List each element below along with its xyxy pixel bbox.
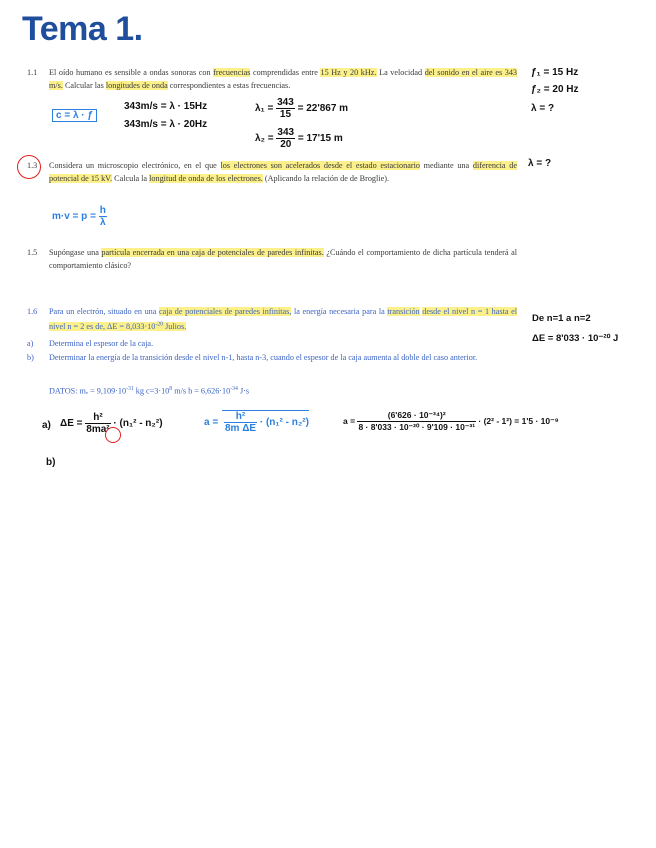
exercise-text: Supóngase una partícula encerrada en una caja de potenciales de paredes infinitas. ¿Cuándo el comportamiento de dicha partícula tenderá al comportamiento clásico? [49, 248, 517, 270]
exercise-text: El oído humano es sensible a ondas sonoras con frecuencias comprendidas entre 15 Hz y 20 kHz. La velocidad del sonido en el aire es 343 m/s. Calcular las longitudes de onda correspondientes a estas frecuencias. [49, 68, 518, 90]
handwritten-result-lambda2: λ₂ = $\frac{343}{20}$ = 17'15 m [255, 127, 343, 150]
handwritten-thickness-formula: a = $\frac{\text{h²}}{\text{8m ΔE}}$ · (n₁² - n₂²) [204, 411, 309, 434]
handwritten-side-note: ΔE = 8'033 · 10⁻²⁰ J [532, 333, 619, 344]
handwritten-solution-b-label: b) [46, 457, 56, 468]
handwritten-side-note: λ = ? [528, 158, 552, 169]
handwritten-result-lambda1: λ₁ = $\frac{343}{15}$ = 22'867 m [255, 97, 349, 120]
handwritten-de-broglie: m·v = p = $\frac{h}{\lambda}$ [52, 205, 106, 228]
handwritten-energy-formula: ΔE = $\frac{\text{h²}}{\text{8ma²}}$ · (n₁² - n₂²) [60, 412, 163, 435]
handwritten-formula-box: c = λ · ƒ [52, 110, 97, 121]
page-title: Tema 1. [22, 10, 143, 48]
handwritten-side-note: ƒ₂ = 20 Hz [531, 84, 579, 95]
exercise-text: Para un electrón, situado en una caja de potenciales de paredes infinitas, la energía necesaria para la transición desde el nivel n = 1 hasta el nivel n = 2 es de, $\Delta E = 8,033\cdot 10^{-20}$ Julios. [49, 307, 517, 332]
handwritten-equation: 343m/s = λ · 15Hz [124, 101, 208, 112]
handwritten-side-note: De n=1 a n=2 [532, 313, 591, 324]
handwritten-solution-a-label: a) [42, 420, 51, 431]
red-circle-mark [105, 427, 121, 443]
handwritten-equation: 343m/s = λ · 20Hz [124, 119, 208, 130]
handwritten-numeric-result: a = $\frac{\text{(6'626 · 10⁻³⁴)²}}{\text{8 · 8'033 · 10⁻²⁰ · 9'109 · 10⁻³¹}}$ · (2² - 1²) = 1'5 · 10⁻⁹ [343, 410, 559, 432]
handwritten-side-note: ƒ₁ = 15 Hz [531, 67, 579, 78]
exercise-number: 1.5 [27, 248, 38, 257]
exercise-text: Considera un microscopio electrónico, en el que los electrones son acelerados desde el estado estacionario mediante una diferencia de potencial de 15 kV. Calcula la longitud de onda de los electrones. (Aplicando la relación de de Broglie). [49, 161, 517, 183]
document-page: Tema 1. 1.1 El oído humano es sensible a ondas sonoras con frecuencias comprendidas entre 15 Hz y 20 kHz. La velocidad del sonido en el aire es 343 m/s. Calcular las longitudes de onda correspondientes a estas frecuencias. c = λ · ƒ 343m/s = λ · 15Hz 343m/s = λ · 20Hz λ₁ = $\frac{343}{15}$ = 22'867 m λ₂ = $\frac{343}{20}$ = 17'15 m ƒ₁ = 15 Hz ƒ₂ = 20 Hz λ = ? 1.3 Considera un microscopio electrónico, en el que los electrones son acelerados desde el estado estacionario mediante una diferencia de potencial de 15 kV. Calcula la longitud de onda de los electrones. (Aplicando la relación de de Broglie). m·v = p = $\frac{h}{\lambda}$ λ = ? 1.5 Supóngase una partícula encerrada en una caja de potenciales de paredes infinitas. ¿Cuándo el comportamiento de dicha partícula tenderá al comportamiento clásico? 1.6 Para un electrón, situado en una caja de potenciales de paredes infinitas, la energía necesaria para la transición desde el nivel n = 1 hasta el nivel n = 2 es de, $\Delta E = 8,033\cdot 10^{-20}$ Julios. a) Determina el espesor de la caja. b) Determinar la energía de la transición desde el nivel n-1, hasta n-3, cuando el espesor de la caja aumenta al doble del caso anterior. DATOS: $m_e = 9,109\cdot 10^{-31}$ kg $c=3\cdot 10^8$ m/s $h = 6,626\cdot 10^{-34}$ J·s De n=1 a n=2 ΔE = 8'033 · 10⁻²⁰ J a) ΔE = $\frac{\text{h²}}{\text{8ma²}}$ · (n₁² - n₂²) a = $\frac{\text{h²}}{\text{8m ΔE}}$ · (n₁² - n₂²) a = $\frac{\text{(6'626 · 10⁻³⁴)²}}{\text{8 · 8'033 · 10⁻²⁰ · 9'109 · 10⁻³¹}}$ · (2² - 1²) = 1'5 · 10⁻⁹ b) [0, 0, 656, 848]
exercise-number: 1.6 [27, 307, 38, 316]
handwritten-side-note: λ = ? [531, 103, 555, 114]
exercise-number: 1.1 [27, 68, 38, 77]
exercise-number: 1.3 [27, 161, 38, 170]
